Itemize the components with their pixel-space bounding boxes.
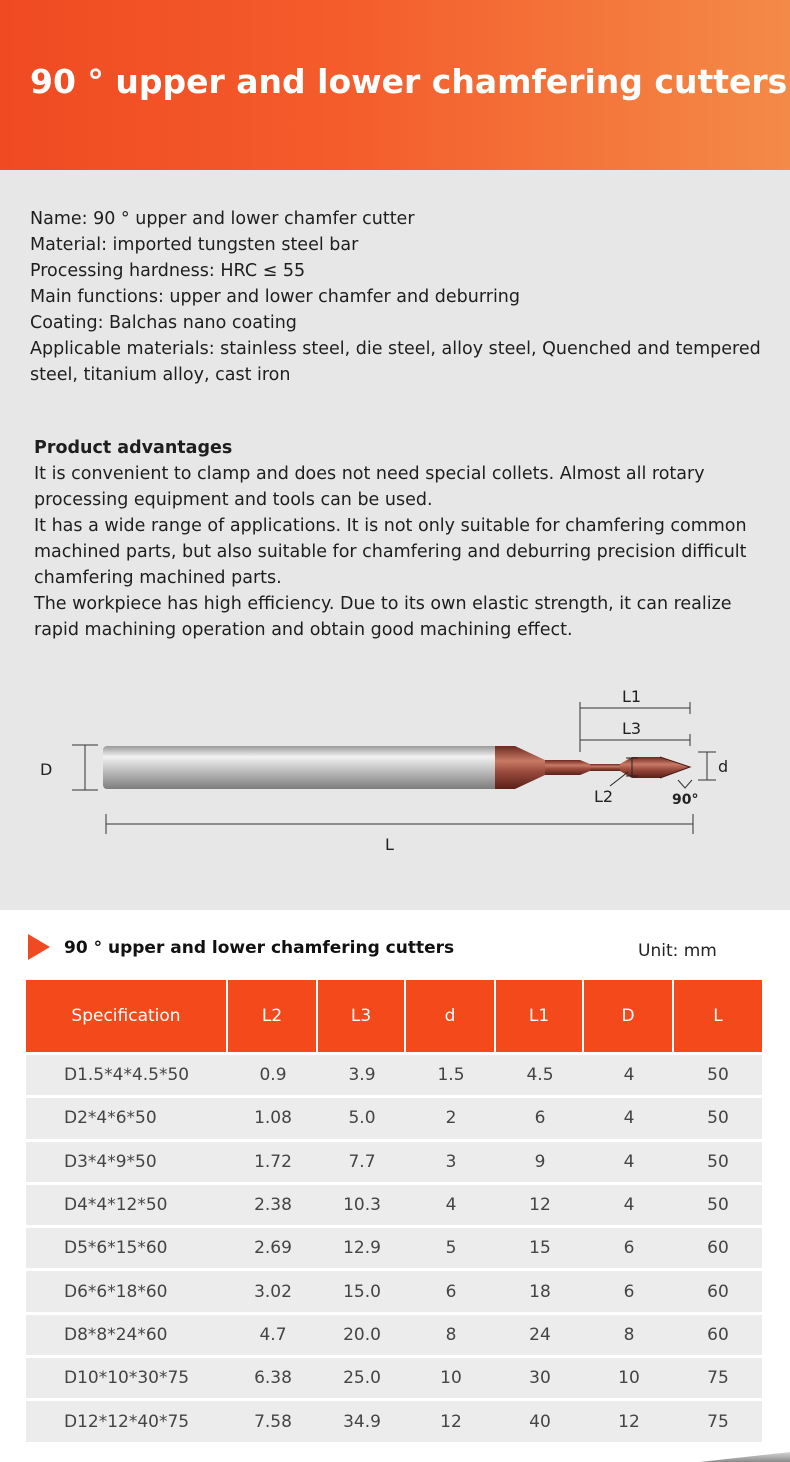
- advantages-title: Product advantages: [34, 438, 233, 458]
- cell-L: 50: [674, 1095, 762, 1138]
- cell-L2: 4.7: [228, 1312, 318, 1355]
- label-L3: L3: [622, 719, 642, 738]
- col-header-L2: L2: [228, 980, 318, 1052]
- table-header-bar: [0, 910, 790, 980]
- spec-list: [30, 206, 770, 388]
- cell-specification: D10*10*30*75: [26, 1355, 228, 1398]
- advantage-line: rapid machining operation and obtain good machining effect.: [34, 620, 573, 640]
- cell-L3: 20.0: [318, 1312, 406, 1355]
- cell-L2: 2.38: [228, 1182, 318, 1225]
- cell-L2: 1.08: [228, 1095, 318, 1138]
- table-row: [26, 1052, 762, 1095]
- spec-hardness: Processing hardness: HRC ≤ 55: [30, 261, 306, 281]
- cell-L: 50: [674, 1182, 762, 1225]
- cell-L3: 5.0: [318, 1095, 406, 1138]
- cutter-dimension-drawing: [0, 687, 790, 900]
- cell-L1: 30: [496, 1355, 584, 1398]
- cell-d: 4: [406, 1182, 496, 1225]
- cell-L2: 7.58: [228, 1398, 318, 1441]
- cell-L3: 3.9: [318, 1052, 406, 1095]
- label-d: d: [718, 757, 729, 776]
- table-title: 90 ° upper and lower chamfering cutters: [64, 938, 455, 958]
- dimension-D: [40, 745, 98, 790]
- cell-L3: 10.3: [318, 1182, 406, 1225]
- spec-coating: Coating: Balchas nano coating: [30, 313, 297, 333]
- cell-specification: D4*4*12*50: [26, 1182, 228, 1225]
- label-L2: L2: [594, 787, 614, 806]
- cell-L: 50: [674, 1052, 762, 1095]
- spec-name: Name: 90 ° upper and lower chamfer cutter: [30, 209, 415, 229]
- label-L: L: [385, 835, 394, 854]
- col-header-L1: L1: [496, 980, 584, 1052]
- cell-L1: 6: [496, 1095, 584, 1138]
- header-banner: [0, 0, 790, 170]
- cutter-body: [103, 746, 690, 789]
- specification-table: [26, 980, 762, 1442]
- advantage-line: processing equipment and tools can be used.: [34, 490, 433, 510]
- cell-d: 6: [406, 1268, 496, 1311]
- spec-applicable-materials: Applicable materials: stainless steel, die steel, alloy steel, Quenched and tempered: [30, 339, 761, 359]
- cell-L1: 15: [496, 1225, 584, 1268]
- cell-L2: 3.02: [228, 1268, 318, 1311]
- cell-D: 4: [584, 1095, 674, 1138]
- cell-D: 10: [584, 1355, 674, 1398]
- cell-D: 6: [584, 1268, 674, 1311]
- label-D: D: [40, 760, 53, 779]
- cell-L1: 18: [496, 1268, 584, 1311]
- table-row: [26, 1398, 762, 1441]
- cell-D: 4: [584, 1139, 674, 1182]
- page-title: 90 ° upper and lower chamfering cutters: [30, 62, 788, 101]
- cell-L2: 2.69: [228, 1225, 318, 1268]
- cell-L1: 9: [496, 1139, 584, 1182]
- cell-specification: D2*4*6*50: [26, 1095, 228, 1138]
- dimension-d: [698, 752, 728, 780]
- cell-L3: 15.0: [318, 1268, 406, 1311]
- cell-d: 8: [406, 1312, 496, 1355]
- cell-specification: D12*12*40*75: [26, 1398, 228, 1441]
- table-row: [26, 1268, 762, 1311]
- table-row: [26, 1182, 762, 1225]
- cell-D: 4: [584, 1182, 674, 1225]
- advantage-line: It has a wide range of applications. It is not only suitable for chamfering common: [34, 516, 747, 536]
- table-row: [26, 1355, 762, 1398]
- cell-L1: 4.5: [496, 1052, 584, 1095]
- table-row: [26, 1139, 762, 1182]
- cell-L: 50: [674, 1139, 762, 1182]
- cell-L: 60: [674, 1225, 762, 1268]
- cell-L3: 25.0: [318, 1355, 406, 1398]
- advantages-section: [34, 435, 764, 643]
- cell-specification: D8*8*24*60: [26, 1312, 228, 1355]
- cell-d: 1.5: [406, 1052, 496, 1095]
- cell-L1: 40: [496, 1398, 584, 1441]
- cell-specification: D3*4*9*50: [26, 1139, 228, 1182]
- cell-specification: D6*6*18*60: [26, 1268, 228, 1311]
- advantage-line: The workpiece has high efficiency. Due to its own elastic strength, it can realize: [34, 594, 732, 614]
- spec-applicable-materials-cont: steel, titanium alloy, cast iron: [30, 365, 291, 385]
- cell-specification: D1.5*4*4.5*50: [26, 1052, 228, 1095]
- cell-L: 60: [674, 1312, 762, 1355]
- col-header-D: D: [584, 980, 674, 1052]
- cell-L2: 1.72: [228, 1139, 318, 1182]
- cell-L2: 6.38: [228, 1355, 318, 1398]
- angle-90: [672, 780, 698, 808]
- col-header-d: d: [406, 980, 496, 1052]
- cell-L1: 12: [496, 1182, 584, 1225]
- cell-d: 5: [406, 1225, 496, 1268]
- label-angle: 90°: [672, 792, 699, 808]
- col-header-L: L: [674, 980, 762, 1052]
- cell-d: 3: [406, 1139, 496, 1182]
- spec-material: Material: imported tungsten steel bar: [30, 235, 359, 255]
- cell-L: 60: [674, 1268, 762, 1311]
- cell-L3: 7.7: [318, 1139, 406, 1182]
- product-info-panel: [0, 170, 790, 910]
- cell-L: 75: [674, 1355, 762, 1398]
- table-header-row: [26, 980, 762, 1052]
- col-header-specification: Specification: [26, 980, 228, 1052]
- cell-L: 75: [674, 1398, 762, 1441]
- cell-d: 10: [406, 1355, 496, 1398]
- cell-D: 4: [584, 1052, 674, 1095]
- unit-label: Unit: mm: [638, 941, 717, 961]
- advantage-line: machined parts, but also suitable for chamfering and deburring precision difficult: [34, 542, 747, 562]
- table-row: [26, 1312, 762, 1355]
- advantage-line: It is convenient to clamp and does not need special collets. Almost all rotary: [34, 464, 705, 484]
- cell-specification: D5*6*15*60: [26, 1225, 228, 1268]
- cell-L2: 0.9: [228, 1052, 318, 1095]
- cell-L3: 12.9: [318, 1225, 406, 1268]
- cell-L3: 34.9: [318, 1398, 406, 1441]
- triangle-bullet-icon: [28, 934, 50, 960]
- dimension-L: [106, 814, 693, 854]
- cell-L1: 24: [496, 1312, 584, 1355]
- decorative-corner: [690, 1452, 790, 1462]
- cell-D: 6: [584, 1225, 674, 1268]
- cell-d: 12: [406, 1398, 496, 1441]
- table-row: [26, 1225, 762, 1268]
- col-header-L3: L3: [318, 980, 406, 1052]
- cell-D: 12: [584, 1398, 674, 1441]
- table-row: [26, 1095, 762, 1138]
- advantage-line: chamfering machined parts.: [34, 568, 282, 588]
- spec-functions: Main functions: upper and lower chamfer and deburring: [30, 287, 520, 307]
- cell-D: 8: [584, 1312, 674, 1355]
- label-L1: L1: [622, 687, 642, 706]
- cell-d: 2: [406, 1095, 496, 1138]
- dimension-L3: [580, 719, 690, 746]
